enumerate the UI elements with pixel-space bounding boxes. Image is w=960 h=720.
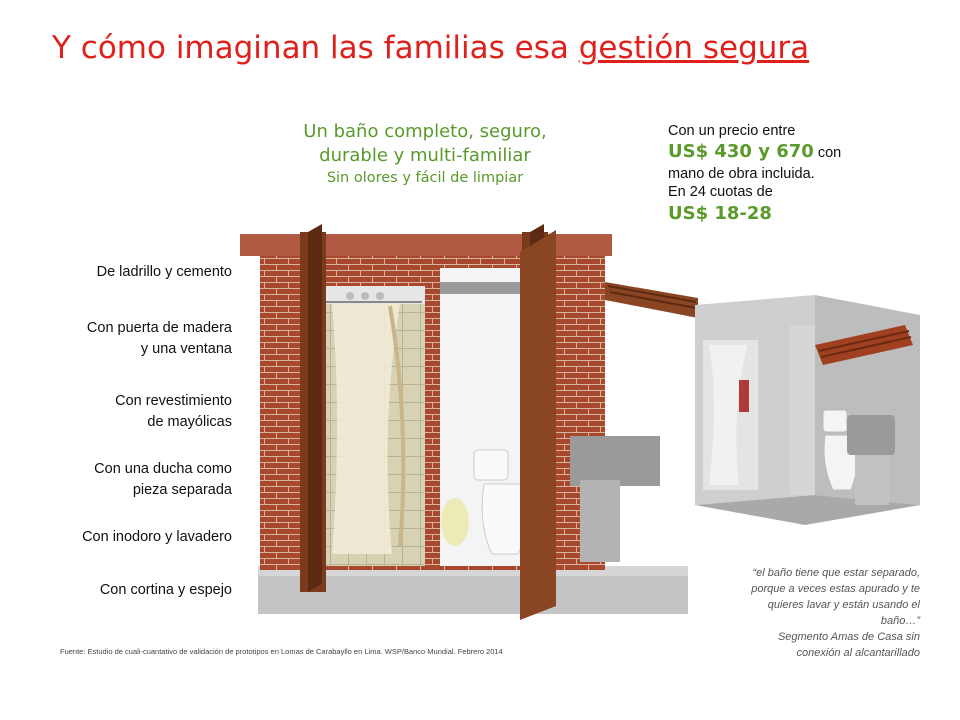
subtitle-block (240, 120, 610, 188)
feature-toilet (82, 527, 232, 548)
price-range-suffix: con (813, 145, 842, 161)
feature-text: de mayólicas (147, 414, 232, 430)
price-intro: Con un precio entre (668, 123, 796, 139)
price-block (668, 122, 938, 228)
feature-text: De ladrillo y cemento (96, 264, 232, 280)
quote-attribution: Segmento Amas de Casa sin (777, 631, 920, 643)
price-installments: En 24 cuotas de (668, 184, 773, 200)
feature-brick (97, 262, 232, 283)
feature-text: Con revestimiento (115, 393, 232, 409)
bathroom-3d-illustration (695, 285, 920, 525)
price-labor: mano de obra incluida. (668, 166, 815, 182)
feature-shower (94, 459, 232, 501)
subtitle-line-1: Un baño completo, seguro, (303, 121, 547, 142)
quote-line: porque a veces estas apurado y te (751, 583, 920, 595)
quote-attribution: conexión al alcantarillado (796, 647, 920, 659)
slide-title (52, 30, 932, 66)
subtitle-line-3: Sin olores y fácil de limpiar (326, 170, 524, 186)
quote-line: baño…” (880, 615, 920, 627)
price-installment-value: US$ 18-28 (668, 203, 772, 224)
title-main: Y cómo imaginan las familias esa (52, 30, 579, 66)
title-underlined: gestión segura (578, 30, 810, 66)
feature-curtain (100, 580, 232, 601)
feature-text: Con una ducha como (94, 461, 232, 477)
bathroom-front-illustration (240, 222, 698, 620)
feature-text: Con inodoro y lavadero (82, 529, 232, 545)
source-note: Fuente: Estudio de cuali-cuantativo de validación de prototipos en Lomas de Carabayllo en Lima. WSP/Banco Mundial. Febrero 2014 (60, 647, 503, 656)
feature-tiles (115, 391, 232, 433)
price-range: US$ 430 y 670 (668, 141, 814, 162)
feature-text: y una ventana (140, 341, 232, 357)
quote-line: “el baño tiene que estar separado, (752, 567, 920, 579)
feature-door (87, 318, 232, 360)
feature-text: Con puerta de madera (86, 320, 232, 336)
quote-line: quieres lavar y están usando el (767, 599, 920, 611)
subtitle-line-2: durable y multi-familiar (319, 145, 531, 166)
customer-quote (690, 565, 920, 661)
feature-text: pieza separada (132, 482, 232, 498)
feature-text: Con cortina y espejo (99, 582, 232, 598)
